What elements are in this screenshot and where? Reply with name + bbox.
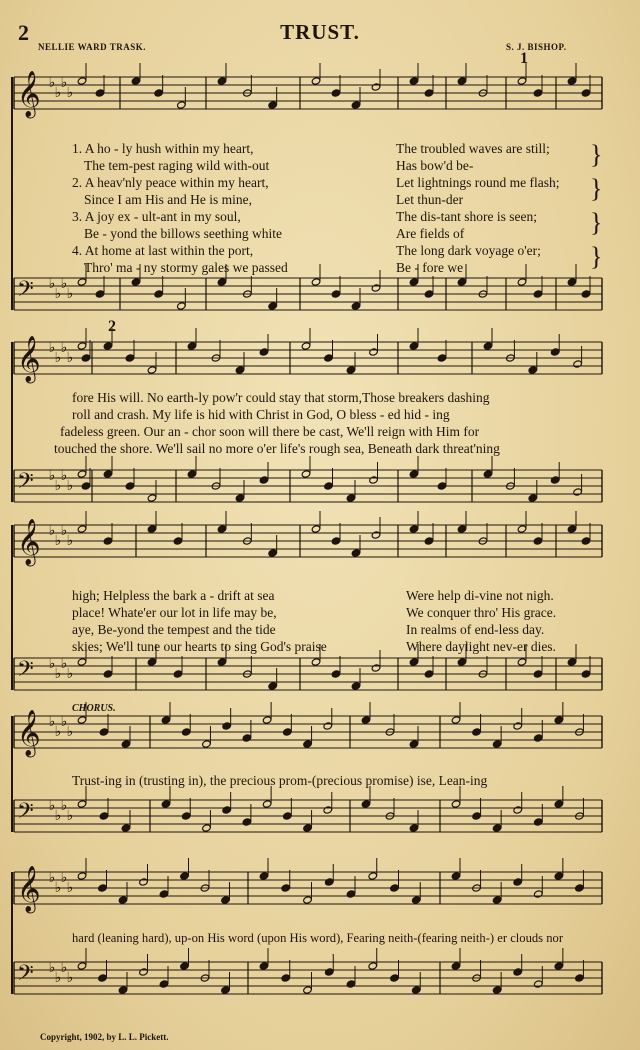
note-head <box>324 878 334 886</box>
note-head <box>235 366 245 374</box>
note-head <box>217 658 227 666</box>
volta-first-ending: 1 <box>520 50 528 67</box>
verse-block-2 <box>54 389 500 457</box>
note-head <box>301 470 311 478</box>
note-head <box>95 89 105 97</box>
note-head <box>517 658 527 666</box>
note-head <box>161 800 171 808</box>
note-head <box>492 986 502 994</box>
flat-sign-icon: ♭ <box>66 478 74 494</box>
flat-sign-icon: ♭ <box>66 880 74 896</box>
note-head <box>424 670 434 678</box>
note-head <box>147 658 157 666</box>
note-head <box>534 980 544 988</box>
flat-sign-icon: ♭ <box>48 340 56 356</box>
flat-sign-icon: ♭ <box>48 468 56 484</box>
note-head <box>528 366 538 374</box>
note-head <box>492 824 502 832</box>
verse-line: The dis-tant shore is seen; <box>396 209 537 224</box>
flat-sign-icon: ♭ <box>54 85 62 101</box>
note-head <box>311 278 321 286</box>
note-head <box>139 878 149 886</box>
note-head <box>411 986 421 994</box>
verse-block-3-right <box>406 587 556 655</box>
note-head <box>533 537 543 545</box>
note-head <box>222 722 232 730</box>
note-head <box>573 360 583 368</box>
note-head <box>154 290 164 298</box>
verse-line: Since I am His and He is mine, <box>84 192 252 207</box>
note-head <box>77 716 87 724</box>
note-head <box>581 89 591 97</box>
note-head <box>409 470 419 478</box>
note-head <box>77 470 87 478</box>
copyright-notice: Copyright, 1902, by L. L. Pickett. <box>40 1032 169 1042</box>
verse-line: Are fields of <box>396 226 465 241</box>
flat-sign-icon: ♭ <box>60 468 68 484</box>
note-head <box>131 278 141 286</box>
note-head <box>581 290 591 298</box>
note-head <box>554 800 564 808</box>
note-head <box>575 974 585 982</box>
flat-sign-icon: ♭ <box>54 666 62 682</box>
verse-line: 2. A heav'nly peace within my heart, <box>72 175 269 190</box>
note-head <box>513 722 523 730</box>
note-head <box>369 348 379 356</box>
note-head <box>424 290 434 298</box>
verse-block-1-right <box>396 140 559 276</box>
note-head <box>121 824 131 832</box>
verse-brace: } <box>590 242 603 271</box>
note-head <box>77 342 87 350</box>
note-head <box>154 89 164 97</box>
note-head <box>451 716 461 724</box>
note-head <box>259 476 269 484</box>
note-head <box>77 872 87 880</box>
note-head <box>303 986 313 994</box>
flat-sign-icon: ♭ <box>60 656 68 672</box>
note-head <box>77 800 87 808</box>
note-head <box>581 670 591 678</box>
note-head <box>371 664 381 672</box>
flat-sign-icon: ♭ <box>60 75 68 91</box>
flat-sign-icon: ♭ <box>60 276 68 292</box>
flat-sign-icon: ♭ <box>54 533 62 549</box>
note-head <box>331 89 341 97</box>
note-head <box>283 728 293 736</box>
verse-line: aye, Be-yond the tempest and the tide <box>72 622 276 637</box>
chorus-lyric-1: Trust-ing in (trusting in), the precious prom-(precious promise) ise, Lean-ing <box>72 773 488 788</box>
note-head <box>217 278 227 286</box>
note-head <box>177 101 187 109</box>
flat-sign-icon: ♭ <box>66 85 74 101</box>
note-head <box>242 818 252 826</box>
note-head <box>77 658 87 666</box>
note-head <box>409 278 419 286</box>
verse-line: Be - yond the billows seething white <box>84 226 282 241</box>
note-head <box>517 525 527 533</box>
note-head <box>581 537 591 545</box>
note-head <box>99 728 109 736</box>
note-head <box>180 872 190 880</box>
note-head <box>361 800 371 808</box>
flat-sign-icon: ♭ <box>54 724 62 740</box>
note-head <box>346 366 356 374</box>
note-head <box>554 872 564 880</box>
note-head <box>177 302 187 310</box>
note-head <box>118 896 128 904</box>
note-head <box>575 884 585 892</box>
note-head <box>533 290 543 298</box>
note-head <box>259 348 269 356</box>
note-head <box>368 872 378 880</box>
note-head <box>125 482 135 490</box>
note-head <box>457 525 467 533</box>
flat-sign-icon: ♭ <box>48 276 56 292</box>
chorus-label: CHORUS. <box>72 703 116 714</box>
note-head <box>242 734 252 742</box>
verse-line: touched the shore. We'll sail no more o'er life's rough sea, Beneath dark threat'ning <box>54 441 500 456</box>
note-head <box>517 77 527 85</box>
note-head <box>517 278 527 286</box>
note-head <box>283 812 293 820</box>
note-head <box>95 290 105 298</box>
verse-brace: } <box>590 174 603 203</box>
page-number: 2 <box>18 20 29 45</box>
note-head <box>331 290 341 298</box>
note-head <box>483 342 493 350</box>
note-head <box>550 348 560 356</box>
verse-line: skies; We'll tune our hearts to sing God's praise <box>72 639 327 654</box>
note-head <box>187 470 197 478</box>
verse-line: 4. At home at last within the port, <box>72 243 254 258</box>
note-head <box>103 470 113 478</box>
note-head <box>159 980 169 988</box>
verse-line: In realms of end-less day. <box>406 622 545 637</box>
lyricist-credit: NELLIE WARD TRASK. <box>38 42 146 52</box>
flat-sign-icon: ♭ <box>66 724 74 740</box>
verse-line: The long dark voyage o'er; <box>396 243 541 258</box>
note-head <box>311 77 321 85</box>
note-head <box>262 716 272 724</box>
note-head <box>492 896 502 904</box>
flat-sign-icon: ♭ <box>66 808 74 824</box>
note-head <box>202 740 212 748</box>
flat-sign-icon: ♭ <box>60 870 68 886</box>
composer-credit: S. J. BISHOP. <box>506 42 567 52</box>
bass-clef-icon: 𝄢 <box>17 277 34 307</box>
flat-sign-icon: ♭ <box>60 714 68 730</box>
note-head <box>303 740 313 748</box>
flat-sign-icon: ♭ <box>48 714 56 730</box>
note-head <box>573 488 583 496</box>
flat-sign-icon: ♭ <box>48 960 56 976</box>
note-head <box>457 658 467 666</box>
verse-line: place! Whate'er our lot in life may be, <box>72 605 277 620</box>
note-head <box>409 342 419 350</box>
note-head <box>147 494 157 502</box>
verse-line: Thro' ma - ny stormy gales we passed <box>84 260 288 275</box>
note-head <box>217 77 227 85</box>
note-head <box>139 968 149 976</box>
note-head <box>173 670 183 678</box>
verse-brace: } <box>590 208 603 237</box>
note-head <box>346 494 356 502</box>
verse-line: 1. A ho - ly hush within my heart, <box>72 141 254 156</box>
note-head <box>281 884 291 892</box>
verse-line: The troubled waves are still; <box>396 141 550 156</box>
note-head <box>409 525 419 533</box>
note-head <box>409 658 419 666</box>
note-head <box>351 682 361 690</box>
note-head <box>99 812 109 820</box>
note-head <box>301 342 311 350</box>
treble-clef-icon: 𝄞 <box>17 710 41 756</box>
note-head <box>369 476 379 484</box>
note-head <box>323 722 333 730</box>
flat-sign-icon: ♭ <box>48 656 56 672</box>
note-head <box>534 734 544 742</box>
note-head <box>98 884 108 892</box>
note-head <box>103 670 113 678</box>
bass-clef-icon: 𝄢 <box>17 469 34 499</box>
note-head <box>331 537 341 545</box>
note-head <box>411 896 421 904</box>
verse-line: Where daylight nev-er dies. <box>406 639 556 654</box>
verse-line: Let thun-der <box>396 192 464 207</box>
flat-sign-icon: ♭ <box>60 960 68 976</box>
note-head <box>554 716 564 724</box>
note-head <box>147 525 157 533</box>
note-head <box>222 806 232 814</box>
flat-sign-icon: ♭ <box>60 798 68 814</box>
note-head <box>81 482 91 490</box>
note-head <box>262 800 272 808</box>
verse-line: 3. A joy ex - ult-ant in my soul, <box>72 209 241 224</box>
note-head <box>437 482 447 490</box>
note-head <box>513 878 523 886</box>
flat-sign-icon: ♭ <box>54 478 62 494</box>
note-head <box>513 806 523 814</box>
note-head <box>567 658 577 666</box>
note-head <box>323 806 333 814</box>
verse-line: Were help di-vine not nigh. <box>406 588 554 603</box>
note-head <box>567 77 577 85</box>
flat-sign-icon: ♭ <box>54 350 62 366</box>
note-head <box>125 354 135 362</box>
note-head <box>268 682 278 690</box>
flat-sign-icon: ♭ <box>54 880 62 896</box>
note-head <box>457 278 467 286</box>
verse-line: We conquer thro' His grace. <box>406 605 557 620</box>
note-head <box>351 549 361 557</box>
verse-line: roll and crash. My life is hid with Christ in God, O bless - ed hid - ing <box>72 407 450 422</box>
note-head <box>131 77 141 85</box>
flat-sign-icon: ♭ <box>48 870 56 886</box>
bass-clef-icon: 𝄢 <box>17 799 34 829</box>
note-head <box>451 962 461 970</box>
flat-sign-icon: ♭ <box>54 808 62 824</box>
note-head <box>303 896 313 904</box>
note-head <box>483 470 493 478</box>
note-head <box>472 728 482 736</box>
verse-block-1-left <box>72 140 288 276</box>
flat-sign-icon: ♭ <box>54 286 62 302</box>
note-head <box>492 740 502 748</box>
note-head <box>98 974 108 982</box>
flat-sign-icon: ♭ <box>60 523 68 539</box>
note-head <box>424 89 434 97</box>
note-head <box>259 962 269 970</box>
note-head <box>268 549 278 557</box>
note-head <box>268 302 278 310</box>
note-head <box>103 537 113 545</box>
note-head <box>77 525 87 533</box>
bass-clef-icon: 𝄢 <box>17 657 34 687</box>
verse-block-3-left <box>72 587 327 655</box>
verse-line: Has bow'd be- <box>396 158 474 173</box>
treble-clef-icon: 𝄞 <box>17 71 41 117</box>
note-head <box>77 962 87 970</box>
note-head <box>554 962 564 970</box>
note-head <box>181 728 191 736</box>
chorus-lyric-2: hard (leaning hard), up-on His word (upon His word), Fearing neith-(fearing neith-) er clouds nor <box>72 931 564 945</box>
note-head <box>235 494 245 502</box>
note-head <box>161 716 171 724</box>
note-head <box>371 83 381 91</box>
note-head <box>173 537 183 545</box>
note-head <box>513 968 523 976</box>
note-head <box>390 974 400 982</box>
note-head <box>437 354 447 362</box>
flat-sign-icon: ♭ <box>48 75 56 91</box>
note-head <box>346 980 356 988</box>
flat-sign-icon: ♭ <box>66 666 74 682</box>
note-head <box>159 890 169 898</box>
volta-second-ending: 2 <box>108 318 116 335</box>
note-head <box>533 670 543 678</box>
note-head <box>390 884 400 892</box>
note-head <box>221 896 231 904</box>
note-head <box>118 986 128 994</box>
note-head <box>202 824 212 832</box>
note-head <box>472 812 482 820</box>
note-head <box>180 962 190 970</box>
flat-sign-icon: ♭ <box>66 533 74 549</box>
treble-clef-icon: 𝄞 <box>17 336 41 382</box>
verse-brace: } <box>590 140 603 169</box>
hymn-title: TRUST. <box>280 20 360 44</box>
note-head <box>324 482 334 490</box>
note-head <box>409 77 419 85</box>
flat-sign-icon: ♭ <box>48 798 56 814</box>
flat-sign-icon: ♭ <box>54 970 62 986</box>
note-head <box>346 890 356 898</box>
note-head <box>281 974 291 982</box>
note-head <box>217 525 227 533</box>
note-head <box>451 872 461 880</box>
note-head <box>77 77 87 85</box>
note-head <box>457 77 467 85</box>
flat-sign-icon: ♭ <box>48 523 56 539</box>
treble-clef-icon: 𝄞 <box>17 519 41 565</box>
note-head <box>409 824 419 832</box>
note-head <box>303 824 313 832</box>
verse-line: The tem-pest raging wild with-out <box>84 158 270 173</box>
note-head <box>534 818 544 826</box>
flat-sign-icon: ♭ <box>66 286 74 302</box>
flat-sign-icon: ♭ <box>66 350 74 366</box>
note-head <box>567 278 577 286</box>
note-head <box>351 101 361 109</box>
note-head <box>528 494 538 502</box>
note-head <box>371 284 381 292</box>
note-head <box>567 525 577 533</box>
note-head <box>221 986 231 994</box>
note-head <box>311 658 321 666</box>
note-head <box>371 531 381 539</box>
note-head <box>121 740 131 748</box>
note-head <box>268 101 278 109</box>
verse-line: fore His will. No earth-ly pow'r could stay that storm,Those breakers dashing <box>72 390 490 405</box>
note-head <box>451 800 461 808</box>
bass-clef-icon: 𝄢 <box>17 961 34 991</box>
note-head <box>259 872 269 880</box>
flat-sign-icon: ♭ <box>66 970 74 986</box>
note-head <box>361 716 371 724</box>
note-head <box>368 962 378 970</box>
note-head <box>77 278 87 286</box>
note-head <box>550 476 560 484</box>
note-head <box>187 342 197 350</box>
note-head <box>81 354 91 362</box>
note-head <box>533 89 543 97</box>
note-head <box>181 812 191 820</box>
note-head <box>103 342 113 350</box>
flat-sign-icon: ♭ <box>60 340 68 356</box>
note-head <box>409 740 419 748</box>
verse-line: high; Helpless the bark a - drift at sea <box>72 588 275 603</box>
verse-line: Let lightnings round me flash; <box>396 175 560 190</box>
note-head <box>324 968 334 976</box>
note-head <box>351 302 361 310</box>
note-head <box>331 670 341 678</box>
note-head <box>311 525 321 533</box>
note-head <box>147 366 157 374</box>
note-head <box>324 354 334 362</box>
note-head <box>534 890 544 898</box>
treble-clef-icon: 𝄞 <box>17 866 41 912</box>
verse-line: Be - fore we <box>396 260 464 275</box>
note-head <box>424 537 434 545</box>
verse-line: fadeless green. Our an - chor soon will there be cast, We'll reign with Him for <box>60 424 480 439</box>
